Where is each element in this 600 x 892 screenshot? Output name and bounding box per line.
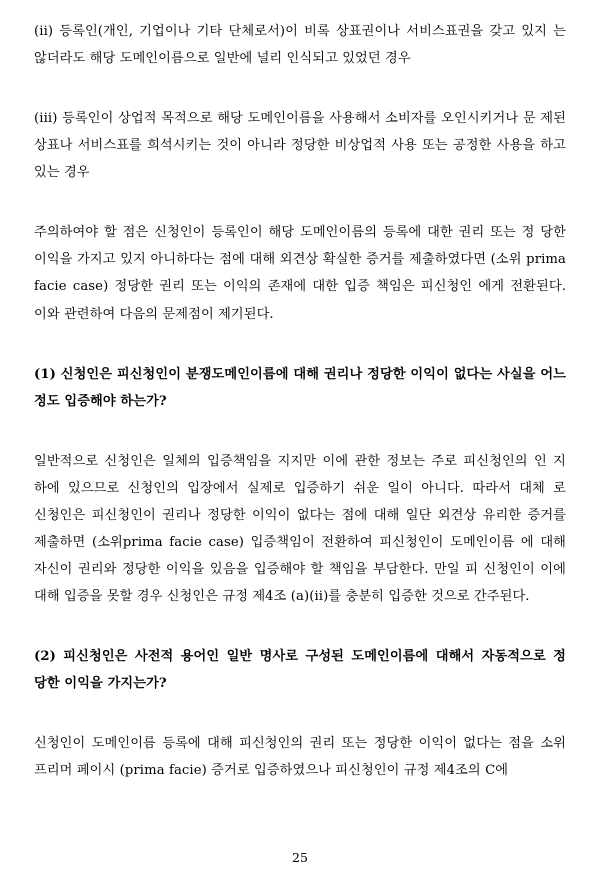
paragraph-caution-note: 주의하여야 할 점은 신청인이 등록인이 해당 도메인이름의 등록에 대한 권리 또는 정 당한 이익을 가지고 있지 아니하다는 점에 대해 외견상 확실한 증거를 제출하였다면 (소위 prima facie case) 정당한 권리 또는 이익의 존재에 대한 입증 책임은 피신청인 에게 전환된다. 이와 관련하여 다음의 문제점이 제기된다. [34,225,566,322]
paragraph-clause-iii: (iii) 등록인이 상업적 목적으로 해당 도메인이름을 사용해서 소비자를 오인시키거나 문 제된 상표나 서비스표를 희석시키는 것이 아니라 정당한 비상업적 사용 또는 공정한 사용을 하고 있는 경우 [34,111,566,181]
paragraph-clause-ii: (ii) 등록인(개인, 기업이나 기타 단체로서)이 비록 상표권이나 서비스표권을 갖고 있지 는 않더라도 해당 도메인이름으로 일반에 널리 인식되고 있었던 경우 [34,24,566,67]
paragraph-answer-1: 일반적으로 신청인은 일체의 입증책임을 지지만 이에 관한 정보는 주로 피신청인의 인 지 하에 있으므로 신청인의 입장에서 실제로 입증하기 쉬운 일이 아니다. 따라서 대체 로 신청인은 피신청인이 권리나 정당한 이익이 없다는 점에 대해 일단 외견상 유리한 증거를 제출하면 (소위prima facie case) 입증책임이 전환하여 피신청인이 도메인이름 에 대해 자신이 권리와 정당한 이익을 있음을 입증해야 할 책임을 부담한다. 만일 피 신청인이 이에 대해 입증을 못할 경우 신청인은 규정 제4조 (a)(ii)를 충분히 입증한 것으로 간주된다. [34,453,566,604]
paragraph-answer-2: 신청인이 도메인이름 등록에 대해 피신청인의 권리 또는 정당한 이익이 없다는 점을 소위 프리머 페이시 (prima facie) 증거로 입증하였으나 피신청인이 규정 제4조의 C에 [34,736,566,779]
paragraph-question-1: (1) 신청인은 피신청인이 분쟁도메인이름에 대해 권리나 정당한 이익이 없다는 사실을 어느 정도 입증해야 하는가? [34,366,566,409]
page-number: 25 [292,850,308,865]
paragraph-question-2: (2) 피신청인은 사전적 용어인 일반 명사로 구성된 도메인이름에 대해서 자동적으로 정 당한 이익을 가지는가? [34,649,566,692]
